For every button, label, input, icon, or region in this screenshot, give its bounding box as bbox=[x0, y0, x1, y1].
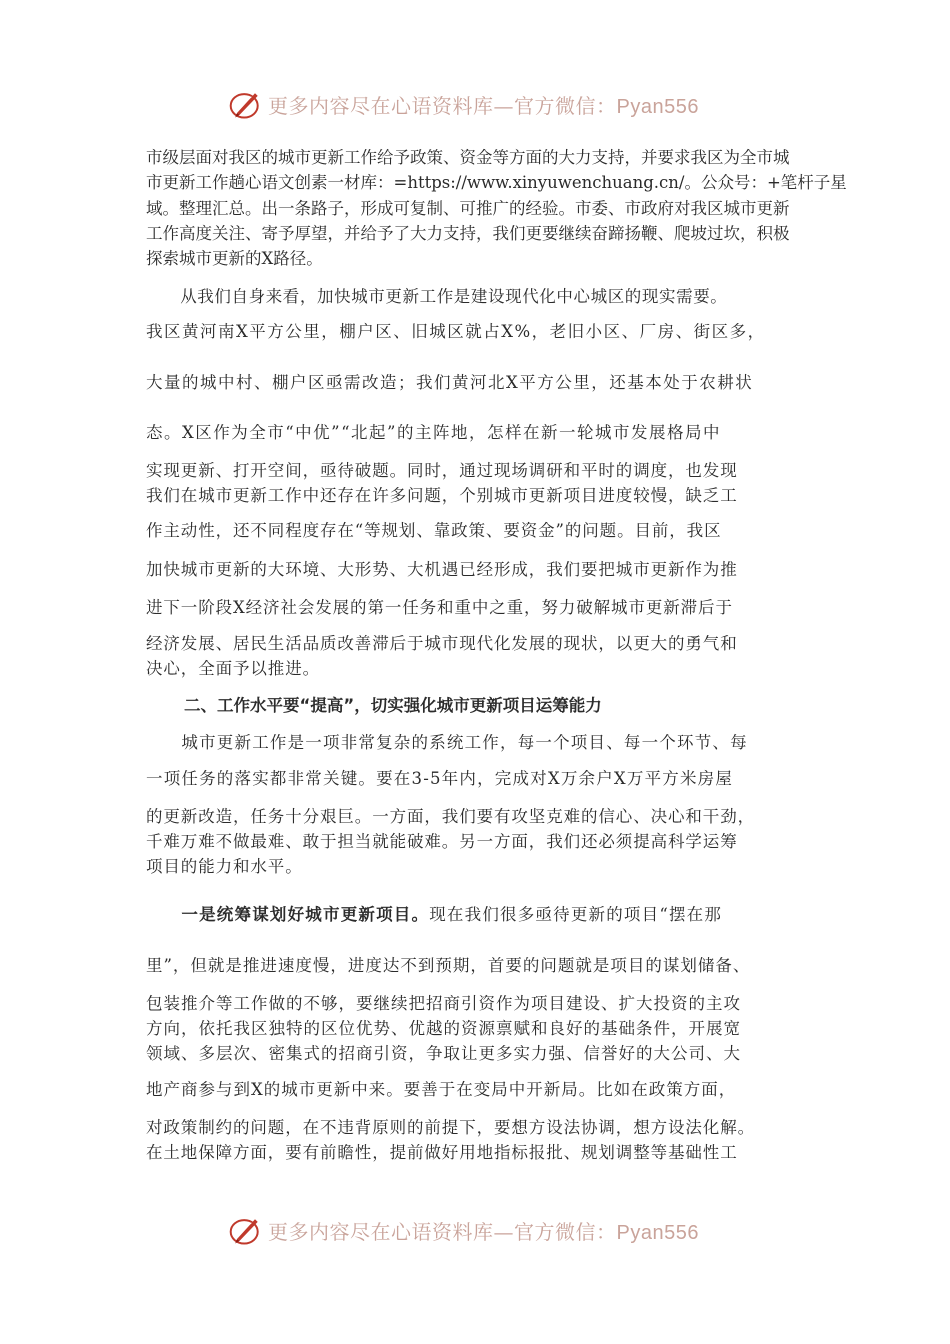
body-line: 市更新工作趟心语文创素一材库：=https://www.xinyuwenchuang.cn/。公众号：+笔杆子星 bbox=[146, 173, 847, 192]
body-line: 探索城市更新的X路径。 bbox=[146, 249, 323, 268]
body-line: 作主动性，还不同程度存在“等规划、靠政策、要资金”的问题。目前，我区 bbox=[146, 521, 722, 540]
body-line: 一项任务的落实都非常关键。要在3-5年内，完成对X万余户X万平方米房屋 bbox=[146, 769, 734, 788]
body-line: 项目的能力和水平。 bbox=[146, 857, 303, 876]
body-line: 工作高度关注、寄予厚望，并给予了大力支持，我们更要继续奋蹄扬鞭、爬坡过坎，积极 bbox=[146, 224, 790, 243]
body-line: 在土地保障方面，要有前瞻性，提前做好用地指标报批、规划调整等基础性工 bbox=[146, 1143, 738, 1162]
body-line: 我们在城市更新工作中还存在许多问题，个别城市更新项目进度较慢，缺乏工 bbox=[146, 486, 738, 505]
body-line: 域。整理汇总。出一条路子，形成可复制、可推广的经验。市委、市政府对我区城市更新 bbox=[146, 199, 790, 218]
wechat-id: Pyan556 bbox=[616, 95, 699, 118]
quill-logo-icon bbox=[228, 1212, 264, 1248]
body-line: 市级层面对我区的城市更新工作给予政策、资金等方面的大力支持，并要求我区为全市城 bbox=[146, 148, 790, 167]
body-line: 对政策制约的问题，在不违背原则的前提下，要想方设法协调，想方设法化解。 bbox=[146, 1118, 755, 1137]
footer-banner bbox=[228, 1210, 728, 1250]
body-line: 千难万难不做最难、敢于担当就能破难。另一方面，我们还必须提高科学运筹 bbox=[146, 832, 738, 851]
body-line: 我区黄河南X平方公里，棚户区、旧城区就占X%，老旧小区、厂房、街区多， bbox=[146, 322, 766, 341]
banner-text: 更多内容尽在心语资料库—官方微信：Pyan556 bbox=[268, 1219, 699, 1244]
header-banner bbox=[228, 84, 728, 124]
body-line: 领域、多层次、密集式的招商引资，争取让更多实力强、信誉好的大公司、大 bbox=[146, 1044, 741, 1063]
body-line: 态。X区作为全市“中优”“北起”的主阵地，怎样在新一轮城市发展格局中 bbox=[146, 423, 721, 442]
subheading-bold: 一是统筹谋划好城市更新项目。 bbox=[181, 905, 430, 924]
body-line: 大量的城中村、棚户区亟需改造；我们黄河北X平方公里，还基本处于农耕状 bbox=[146, 373, 754, 392]
body-line: 进下一阶段X经济社会发展的第一任务和重中之重，努力破解城市更新滞后于 bbox=[146, 598, 733, 617]
banner-text: 更多内容尽在心语资料库—官方微信：Pyan556 bbox=[268, 93, 699, 118]
body-line: 方向，依托我区独特的区位优势、优越的资源禀赋和良好的基础条件，开展宽 bbox=[146, 1019, 741, 1038]
body-line: 的更新改造，任务十分艰巨。一方面，我们要有攻坚克难的信心、决心和干劲， bbox=[146, 807, 755, 826]
body-line: 加快城市更新的大环境、大形势、大机遇已经形成，我们要把城市更新作为推 bbox=[146, 560, 738, 579]
body-line: 实现更新、打开空间，亟待破题。同时，通过现场调研和平时的调度，也发现 bbox=[146, 461, 738, 480]
body-line: 包装推介等工作做的不够，要继续把招商引资作为项目建设、扩大投资的主攻 bbox=[146, 994, 741, 1013]
body-line: 里”，但就是推进速度慢，进度达不到预期，首要的问题就是项目的谋划储备、 bbox=[146, 956, 751, 975]
body-line: 经济发展、居民生活品质改善滞后于城市现代化发展的现状，以更大的勇气和 bbox=[146, 634, 738, 653]
body-line: 决心，全面予以推进。 bbox=[146, 659, 320, 678]
body-line: 地产商参与到X的城市更新中来。要善于在变局中开新局。比如在政策方面， bbox=[146, 1080, 737, 1099]
quill-logo-icon bbox=[228, 86, 264, 122]
section-heading: 二、工作水平要“提高”，切实强化城市更新项目运筹能力 bbox=[184, 696, 602, 715]
body-line: 从我们自身来看，加快城市更新工作是建设现代化中心城区的现实需要。 bbox=[146, 287, 728, 306]
wechat-id: Pyan556 bbox=[616, 1221, 699, 1244]
body-line: 一是统筹谋划好城市更新项目。现在我们很多亟待更新的项目“摆在那 bbox=[181, 905, 723, 924]
body-line: 城市更新工作是一项非常复杂的系统工作，每一个项目、每一个环节、每 bbox=[146, 733, 748, 752]
